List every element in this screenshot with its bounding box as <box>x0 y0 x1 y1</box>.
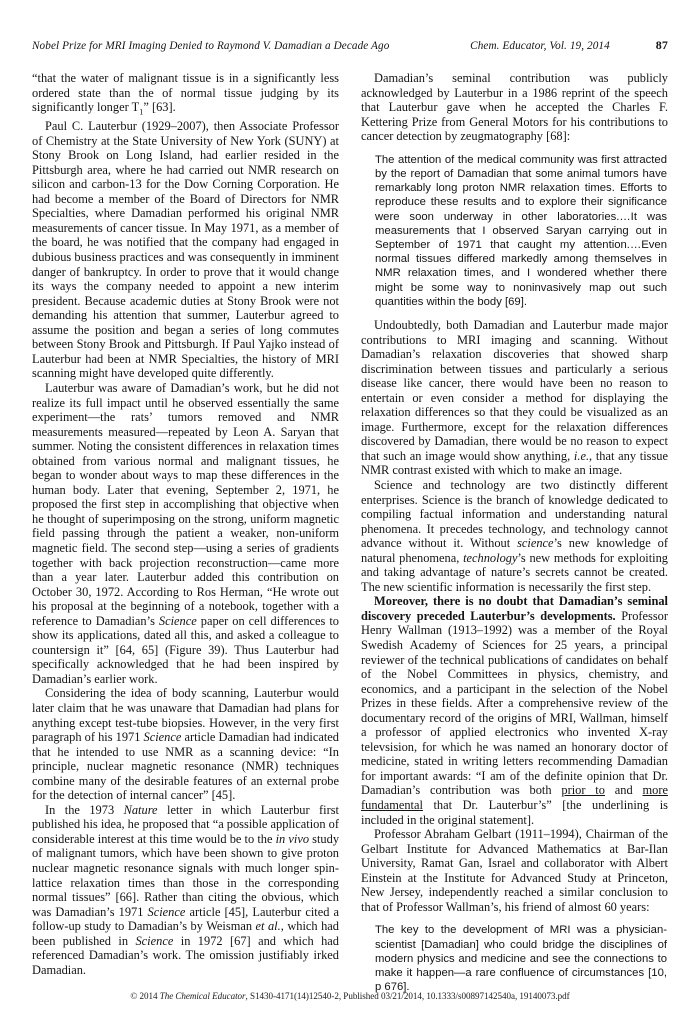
blockquote-gelbart: The key to the development of MRI was a physician-scientist [Damadian] who could bridge the disciplines of modern physics and medicine and see the connections to make it happen—a rare confluence of circumstances [10, p 676]. <box>375 924 667 994</box>
emphasis-science: science <box>517 536 554 551</box>
para-text: article Damadian had indicated that he intended to use NMR as a scanning device: “In principle, nuclear magnetic resonance (NMR) techniques combine many of the desirable features of an external probe for the detection of internal cancer” [45]. <box>32 730 339 803</box>
para-text: letter in which Lauterbur first published his idea, he proposed that “a possible application of considerable interest at this time would be to the <box>32 802 339 846</box>
paragraph-body-scanning <box>32 686 339 802</box>
running-head-title: Nobel Prize for MRI Imaging Denied to Raymond V. Damadian a Decade Ago <box>32 40 390 52</box>
paragraph-science-technology <box>361 478 668 594</box>
footer-identifiers: , S1430-4171(14)12540-2, Published 03/21/2014, 10.1333/s00897142540a, 19140073.pdf <box>245 991 570 1001</box>
paragraph-gelbart: Professor Abraham Gelbart (1911–1994), Chairman of the Gelbart Institute for Advanced Mathematics at Bar-Ilan University, Ramat Gan, Israel and collaborator with Albert Einstein at the Institute for Advanced Study at Princeton, New Jersey, independently reached a similar conclusion to that of Professor Wallman’s, his friend of almost 60 years: <box>361 827 668 914</box>
blockquote-lauterbur-speech: The attention of the medical community was first attracted by the report of Damadian that some animal tumors have remarkably long proton NMR relaxation times. Efforts to reproduce these results and to explore their significance were soon underway in other laboratories.…It was measurements that I observed Saryan carrying out in September of 1971 that caught my attention.…Even normal tissues differed markedly among themselves in NMR relaxation times, and I wondered whether there might be some way to noninvasively map out such quantities within the body [69]. <box>375 153 667 308</box>
para-text: Lauterbur was aware of Damadian’s work, but he did not realize its full impact until he observed essentially the same experiment—the rats’ tumors removed and NMR measurements measured—repeated by Leon A. Saryan that summer. Noting the consistent differences in relaxation times obtained from various normal and malignant tissues, he began to wonder about ways to map these differences in the human body. Later that evening, September 2, 1971, he proposed the first step in accomplishing that objective when he thought of superimposing on the strong, uniform magnetic field passing through the patient a weaker, non-uniform magnetic field. The second step—using a series of gradients together with back projection reconstruction—came more than a year later. Lauterbur added this contribution on October 30, 1972. According to Ros Herman, “He wrote out his proposal at the beginning of a notebook, together with a reference to Damadian’s <box>32 380 339 628</box>
emphasis-technology: technology <box>463 550 518 565</box>
journal-name-science: Science <box>158 613 197 628</box>
para-text: In the 1973 <box>45 802 124 817</box>
para-text: Science and technology are two distinctly different enterprises. Science is the branch of knowledge dedicated to compiling factual information and understanding natural phenomena. It precedes technology, and technology cannot advance without it. Without <box>361 477 668 551</box>
latin-phrase-in-vivo: in vivo <box>275 831 310 846</box>
para-text: Undoubtedly, both Damadian and Lauterbur made major contributions to MRI imaging and scanning. Without Damadian’s relaxation discoveries that showed sharp discrimination between tissues and particularly a serious disease like cancer, there would have been no reason to entertain or even consider a method for displaying the relaxation differences so that they could be visualized as an image. Furthermore, except for the relaxation differences discovered by Damadian, there would be no reason to expect that such an image would show anything, <box>361 317 668 463</box>
footer-copyright: © 2014 <box>130 991 160 1001</box>
para-text: ’s new knowledge of natural phenomena, <box>361 536 668 565</box>
journal-name-science: Science <box>143 730 182 745</box>
running-head <box>32 38 668 58</box>
journal-name-science: Science <box>135 933 174 948</box>
right-column <box>361 71 668 1003</box>
para-text: , which had been published in <box>32 919 339 948</box>
latin-phrase-et-al: et al. <box>255 919 281 934</box>
paragraph-lauterbur-awareness <box>32 381 339 686</box>
para-text: Professor Henry Wallman (1913–1992) was a member of the Royal Swedish Academy of Sciences for 25 years, a principal reviewer of the technical publications of candidates on behalf of the Nobel Committees in physics, chemistry, and economics, and a participant in the selection of the Nobel Prizes in these fields. After a comprehensive review of the documentary record of the origins of MRI, Wallman, himself a professor of applied electronics who invented X-ray televsision, for which he was named an honorary doctor of medicine, stated in writing letters recommending Damadian for important awards: “I am of the definite opinion that Dr. Damadian’s contribution was both <box>361 608 668 798</box>
para-text: study of malignant tumors, which have been shown to give proton nuclear magnetic resonance signals with much longer spin-lattice relaxation times than those in the corresponding normal tissues” [66]. Rather than citing the obvious, which was Damadian’s 1971 <box>32 831 340 919</box>
para-text: article [45], Lauterbur cited a follow-up study to Damadian’s by Weisman <box>32 904 340 934</box>
paragraph-wallman <box>361 594 668 827</box>
paragraph-kettering-prize: Damadian’s seminal contribution was publicly acknowledged by Lauterbur in a 1986 reprint of the speech that Lauterbur gave when he accepted the Charles F. Kettering Prize from General Motors for his contributions to cancer detection by zeugmatography [68]: <box>361 71 668 144</box>
paragraph-quote-continuation <box>32 71 339 119</box>
running-head-journal: Chem. Educator, Vol. 19, 2014 <box>470 40 610 52</box>
footer-journal-name: The Chemical Educator <box>159 991 246 1001</box>
para-text: in 1972 [67] and which had referenced Damadian’s work. The omission justifiably irked Damadian. <box>32 933 339 977</box>
bold-lead-statement: Moreover, there is no doubt that Damadian’s seminal discovery preceded Lauterbur’s developments. <box>361 594 668 623</box>
para-text: paper on cell differences to show its applications, dated all this, and asked a colleague to countersign it” [64, 65] (Figure 39). Thus Lauterbur had specifically acknowledged that he had been inspired by Damadian’s earlier work. <box>32 613 339 686</box>
journal-name-science: Science <box>147 904 186 919</box>
paragraph-nature-letter <box>32 803 339 978</box>
paragraph-lauterbur-bio: Paul C. Lauterbur (1929–2007), then Associate Professor of Chemistry at the State University of New York (SUNY) at Stony Brook on Long Island, had earlier resided in the Pittsburgh area, where he had carried out NMR research on silicon and carbon-13 for the Dow Corning Corporation. He had become a member of the Board of Directors for NMR Specialties, where Damadian performed his original NMR measurements of cancer tissue. In May 1971, as a member of the board, he was notified that the company had engaged in dubious business practices and was consequently in imminent danger of bankruptcy. In order to prove that it would change its ways the company needed to appoint a new interim president. Because academic duties at Stony Brook were not demanding his attention that summer, Lauterbur agreed to assume the position and began a series of long commutes between Stony Brook and Pittsburgh. If Paul Yajko instead of Lauterbur had been at NMR Specialties, the history of MRI scanning might have developed quite differently. <box>32 119 339 381</box>
para-text: , that any tissue NMR contrast existed with which to make an image. <box>361 448 668 478</box>
para-text-tail: ” [63]. <box>143 100 176 115</box>
body-columns <box>32 71 668 1003</box>
underlined-more-fundamental: more fundamental <box>361 783 668 813</box>
page-number: 87 <box>655 38 668 52</box>
journal-name-nature: Nature <box>123 802 158 817</box>
para-text: ’s new methods for exploiting and taking advantage of nature’s secrets cannot be created. The new scientific information is necessarily the first step. <box>361 550 669 594</box>
paragraph-undoubtedly <box>361 318 668 478</box>
para-text: Considering the idea of body scanning, Lauterbur would later claim that he was unaware that Damadian had plans for anything except test-tube biopsies. However, in the very first paragraph of his 1971 <box>32 686 339 745</box>
subscript-one: 1 <box>139 106 144 117</box>
page-footer <box>0 991 700 1001</box>
underlined-prior-to: prior to <box>561 783 605 798</box>
para-text: “that the water of malignant tissue is in a significantly less ordered state than the of normal tissue judging by its significantly longer T <box>32 71 339 115</box>
para-text: and <box>604 783 643 798</box>
left-column <box>32 71 339 977</box>
latin-phrase-ie: i.e. <box>573 448 590 463</box>
para-text: that Dr. Lauterbur’s” [the underlining is included in the original statement]. <box>361 798 668 827</box>
